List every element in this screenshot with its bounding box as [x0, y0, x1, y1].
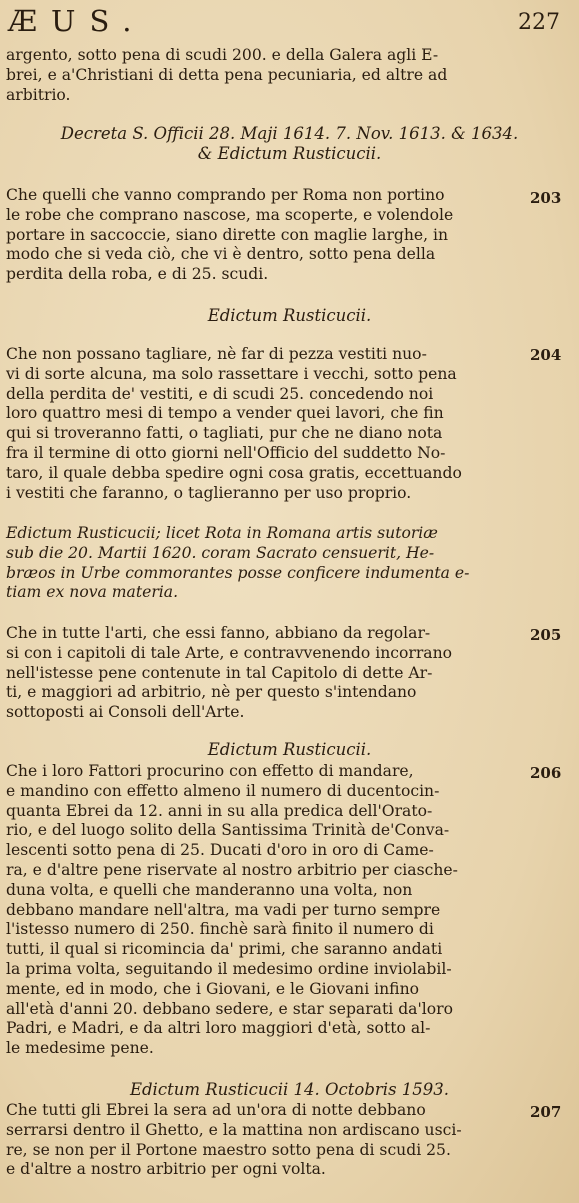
paragraph: [6, 762, 518, 1059]
text-line: ra, e d'altre pene riservate al nostro arbitrio per ciasche-: [6, 860, 458, 879]
text-line: i vestiti che faranno, o taglieranno per uso proprio.: [6, 483, 412, 502]
running-title: ÆUS.: [8, 4, 146, 38]
marginal-number: 204: [530, 346, 562, 364]
edict-heading-dated: [0, 1080, 579, 1100]
heading-line: & Edictum Rusticucii.: [197, 143, 382, 163]
paragraph: [6, 624, 518, 723]
text-line: fra il termine di otto giorni nell'Officio del suddetto No-: [6, 443, 446, 462]
heading-line: Edictum Rusticucii 14. Octobris 1593.: [129, 1080, 450, 1099]
text-line: re, se non per il Portone maestro sotto pena di scudi 25.: [6, 1140, 451, 1159]
text-line: Padri, e Madri, e da altri loro maggiori d'età, sotto al-: [6, 1019, 431, 1038]
heading-line: bræos in Urbe commorantes posse conficere indumenta e-: [6, 563, 470, 582]
text-line: modo che si veda ciò, che vi è dentro, sotto pena della: [6, 245, 436, 264]
text-line: mente, ed in modo, che i Giovani, e le Giovani infino: [6, 979, 420, 998]
text-line: duna volta, e quelli che manderanno una volta, non: [6, 880, 413, 899]
text-line: nell'istesse pene contenute in tal Capitolo di dette Ar-: [6, 663, 433, 682]
heading-line: sub die 20. Martii 1620. coram Sacrato censuerit, He-: [6, 543, 435, 562]
text-line: della perdita de' vestiti, e di scudi 25. concedendo noi: [6, 384, 434, 403]
heading-line: Edictum Rusticucii.: [207, 740, 372, 759]
text-line: le medesime pene.: [6, 1039, 154, 1058]
text-line: portare in saccoccie, siano dirette con maglie larghe, in: [6, 225, 449, 244]
paragraph: [6, 1101, 518, 1180]
marginal-number: 203: [530, 189, 562, 207]
page-header: [8, 4, 568, 42]
paragraph-continuation: [6, 46, 518, 105]
text-line: rio, e del luogo solito della Santissima Trinità de'Conva-: [6, 821, 450, 840]
heading-line: tiam ex nova materia.: [6, 583, 179, 602]
text-line: Che tutti gli Ebrei la sera ad un'ora di notte debbano: [6, 1101, 426, 1119]
marginal-number: 205: [530, 626, 562, 644]
edict-heading: [0, 740, 579, 760]
text-line: Che i loro Fattori procurino con effetto di mandare,: [6, 762, 414, 780]
text-line: arbitrio.: [6, 85, 71, 104]
text-line: ti, e maggiori ad arbitrio, nè per questo s'intendano: [6, 683, 417, 702]
text-line: sottoposti ai Consoli dell'Arte.: [6, 703, 245, 722]
decree-heading: [0, 124, 579, 164]
edict-heading-long: [6, 524, 518, 603]
text-line: l'istesso numero di 250. finchè sarà finito il numero di: [6, 920, 434, 939]
paragraph: [6, 345, 518, 503]
text-line: perdita della roba, e di 25. scudi.: [6, 265, 269, 284]
text-line: brei, e a'Christiani di detta pena pecuniaria, ed altre ad: [6, 65, 448, 84]
text-line: quanta Ebrei da 12. anni in su alla predica dell'Orato-: [6, 801, 433, 820]
text-line: serrarsi dentro il Ghetto, e la mattina non ardiscano usci-: [6, 1120, 462, 1139]
marginal-number: 207: [530, 1103, 562, 1121]
text-line: Che non possano tagliare, nè far di pezza vestiti nuo-: [6, 345, 427, 363]
text-line: la prima volta, seguitando il medesimo ordine inviolabil-: [6, 959, 452, 978]
marginal-number: 206: [530, 764, 562, 782]
text-line: qui si troveranno fatti, o tagliati, pur che ne diano nota: [6, 424, 443, 443]
text-line: Che in tutte l'arti, che essi fanno, abbiano da regolar-: [6, 624, 431, 642]
text-line: tutti, il qual si ricomincia da' primi, che saranno andati: [6, 940, 443, 959]
text-line: debbano mandare nell'altra, ma vadi per turno sempre: [6, 900, 441, 919]
heading-line: Decreta S. Officii 28. Maji 1614. 7. Nov. 1613. & 1634.: [60, 124, 519, 143]
text-line: vi di sorte alcuna, ma solo rassettare i vecchi, sotto pena: [6, 364, 457, 383]
text-line: all'età d'anni 20. debbano sedere, e star separati da'loro: [6, 999, 453, 1018]
text-line: e mandino con effetto almeno il numero di ducentocin-: [6, 781, 440, 800]
text-line: loro quattro mesi di tempo a vender quei lavori, che fin: [6, 404, 444, 423]
text-line: le robe che comprano nascose, ma scoperte, e volendole: [6, 205, 454, 224]
edict-heading: [0, 306, 579, 326]
text-line: lescenti sotto pena di 25. Ducati d'oro in oro di Came-: [6, 841, 434, 860]
text-line: argento, sotto pena di scudi 200. e della Galera agli E-: [6, 46, 439, 64]
heading-line: Edictum Rusticucii; licet Rota in Romana artis sutoriæ: [6, 524, 438, 542]
text-line: Che quelli che vanno comprando per Roma non portino: [6, 186, 445, 204]
paragraph: [6, 186, 518, 285]
text-line: si con i capitoli di tale Arte, e contravvenendo incorrano: [6, 643, 453, 662]
heading-line: Edictum Rusticucii.: [207, 306, 372, 325]
text-line: e d'altre a nostro arbitrio per ogni volta.: [6, 1160, 326, 1179]
text-line: taro, il quale debba spedire ogni cosa gratis, eccettuando: [6, 463, 462, 482]
page-number: 227: [518, 10, 560, 35]
